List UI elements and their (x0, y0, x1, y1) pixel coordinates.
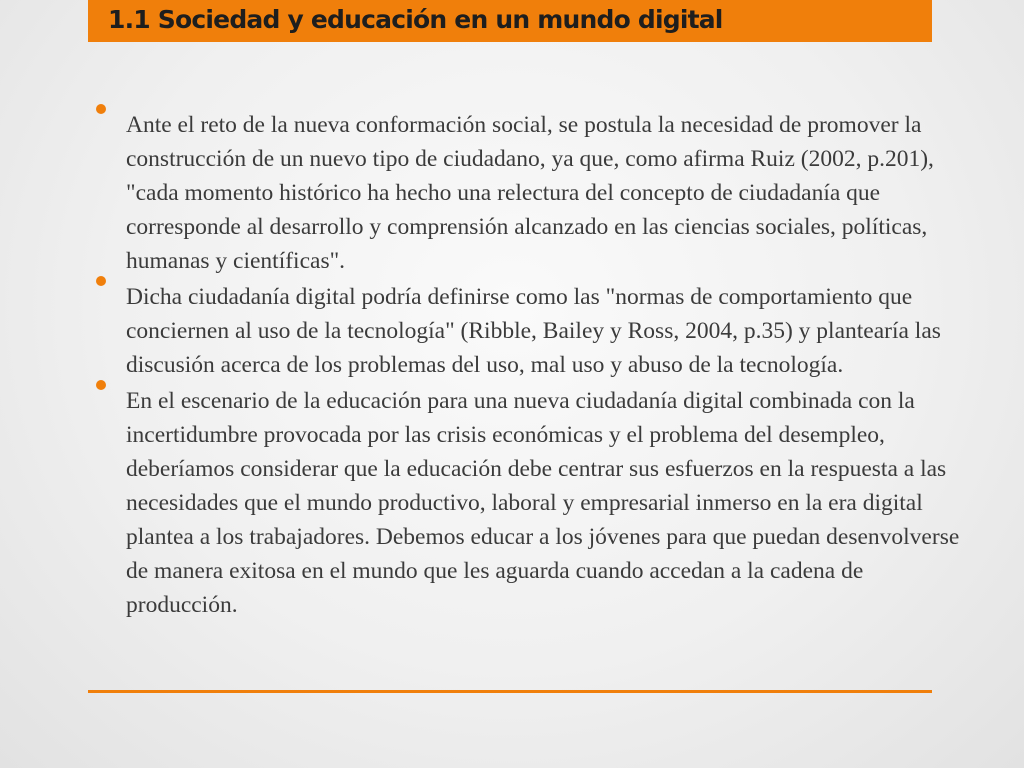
bullet-text: Dicha ciudadanía digital podría definirse como las "normas de comportamiento que conciernen al uso de la tecnología" (Ribble, Bailey y Ross, 2004, p.35) y plantearía las discusión acerca de los problemas del uso, mal uso y abuso de la tecnología. (126, 284, 941, 378)
bullet-text: En el escenario de la educación para una nueva ciudadanía digital combinada con la incertidumbre provocada por las crisis económicas y el problema del desempleo, deberíamos considerar que la educación debe centrar sus esfuerzos en la respuesta a las necesidades que el mundo productivo, laboral y empresarial inmerso en la era digital plantea a los trabajadores. Debemos educar a los jóvenes para que puedan desenvolverse de manera exitosa en el mundo que les aguarda cuando accedan a la cadena de producción. (126, 388, 960, 618)
bullet-dot-icon (96, 104, 106, 114)
bullet-item (94, 280, 974, 382)
title-bar (88, 0, 932, 42)
bullet-dot-icon (96, 380, 106, 390)
slide-title: 1.1 Sociedad y educación en un mundo digital (108, 5, 723, 34)
bullet-text: Ante el reto de la nueva conformación social, se postula la necesidad de promover la construcción de un nuevo tipo de ciudadano, ya que, como afirma Ruiz (2002, p.201), "cada momento histórico ha hecho una relectura del concepto de ciudadanía que corresponde al desarrollo y comprensión alcanzado en las ciencias sociales, políticas, humanas y científicas". (126, 112, 934, 274)
bullet-dot-icon (96, 276, 106, 286)
bullet-item (94, 384, 974, 622)
bottom-divider (88, 690, 932, 693)
bullet-item (94, 100, 974, 278)
bullet-list (94, 100, 974, 622)
